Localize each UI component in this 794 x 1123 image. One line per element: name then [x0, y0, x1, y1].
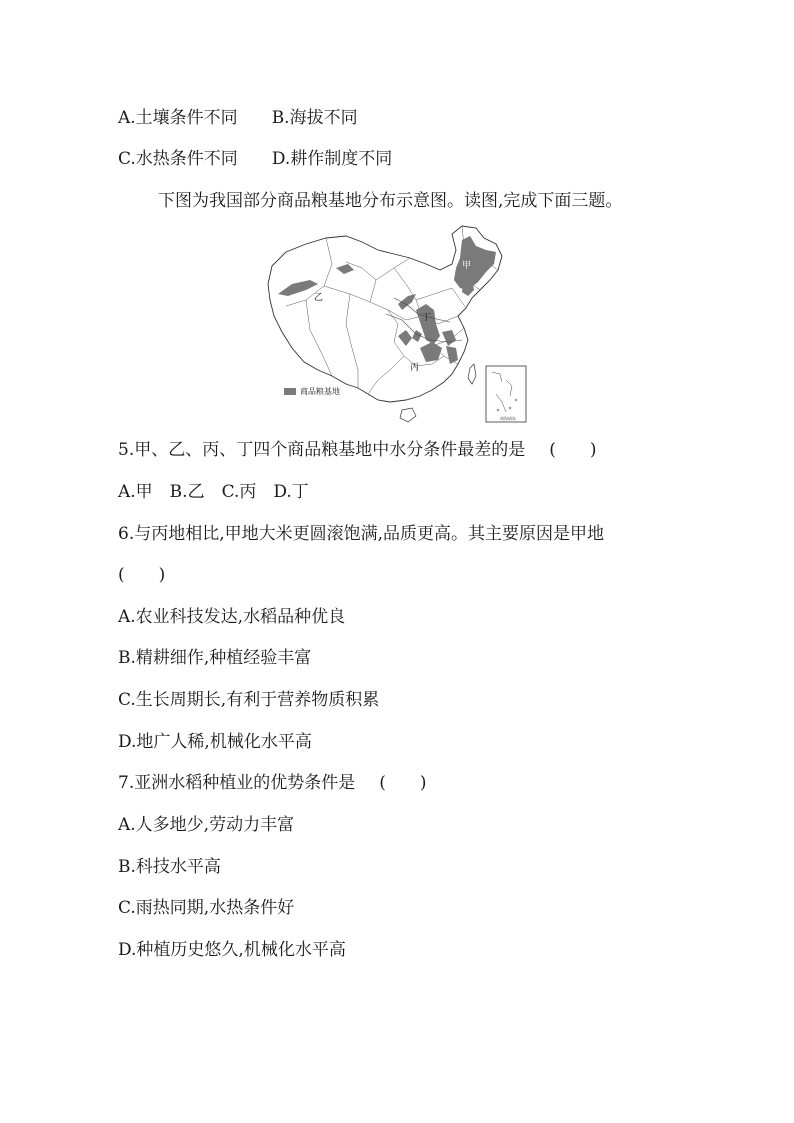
- legend-label: 商品粮基地: [300, 387, 340, 396]
- q7-stem-line: [118, 772, 427, 794]
- q5-stem: 5.甲、乙、丙、丁四个商品粮基地中水分条件最差的是: [118, 440, 526, 460]
- taiwan-island: [468, 364, 476, 384]
- q6-option-a: A.农业科技发达,水稻品种优良: [118, 607, 346, 627]
- map-label-bing: 丙: [410, 363, 420, 373]
- q7-option-d: D.种植历史悠久,机械化水平高: [118, 940, 346, 960]
- map-label-yi: 乙: [314, 293, 324, 303]
- legend-swatch: [284, 388, 296, 395]
- q7-option-c: C.雨热同期,水热条件好: [118, 898, 295, 918]
- map-label-jia: 甲: [462, 261, 472, 271]
- south-china-sea-inset: [486, 366, 526, 422]
- q4-option-c: C.水热条件不同: [118, 149, 238, 169]
- q4-option-b: B.海拔不同: [271, 108, 358, 128]
- map-legend: [284, 386, 340, 397]
- q5-paren: ( ): [549, 440, 597, 460]
- q4-options-row-2: [118, 148, 392, 170]
- q5-options: A.甲 B.乙 C.丙 D.丁: [118, 482, 309, 502]
- hainan-island: [400, 408, 416, 422]
- map-label-ding: 丁: [422, 313, 432, 323]
- q7-option-a: A.人多地少,劳动力丰富: [118, 815, 295, 835]
- q4-options-row-1: [118, 107, 358, 129]
- q7-option-b: B.科技水平高: [118, 857, 221, 877]
- inset-caption: 南海诸岛: [500, 416, 516, 421]
- q7-stem: 7.亚洲水稻种植业的优势条件是: [118, 773, 356, 793]
- q7-paren: ( ): [379, 773, 427, 793]
- q5-stem-line: [118, 439, 596, 461]
- q6-stem: 6.与丙地相比,甲地大米更圆滚饱满,品质更高。其主要原因是甲地: [118, 524, 605, 544]
- map-intro-text: 下图为我国部分商品粮基地分布示意图。读图,完成下面三题。: [158, 191, 623, 211]
- q4-option-d: D.耕作制度不同: [271, 149, 393, 169]
- q6-paren: ( ): [118, 565, 166, 585]
- q4-option-a: A.土壤条件不同: [118, 108, 238, 128]
- q6-option-c: C.生长周期长,有利于营养物质积累: [118, 690, 380, 710]
- q6-option-d: D.地广人稀,机械化水平高: [118, 732, 312, 752]
- china-grain-base-map: [266, 224, 530, 426]
- q6-option-b: B.精耕细作,种植经验丰富: [118, 648, 312, 668]
